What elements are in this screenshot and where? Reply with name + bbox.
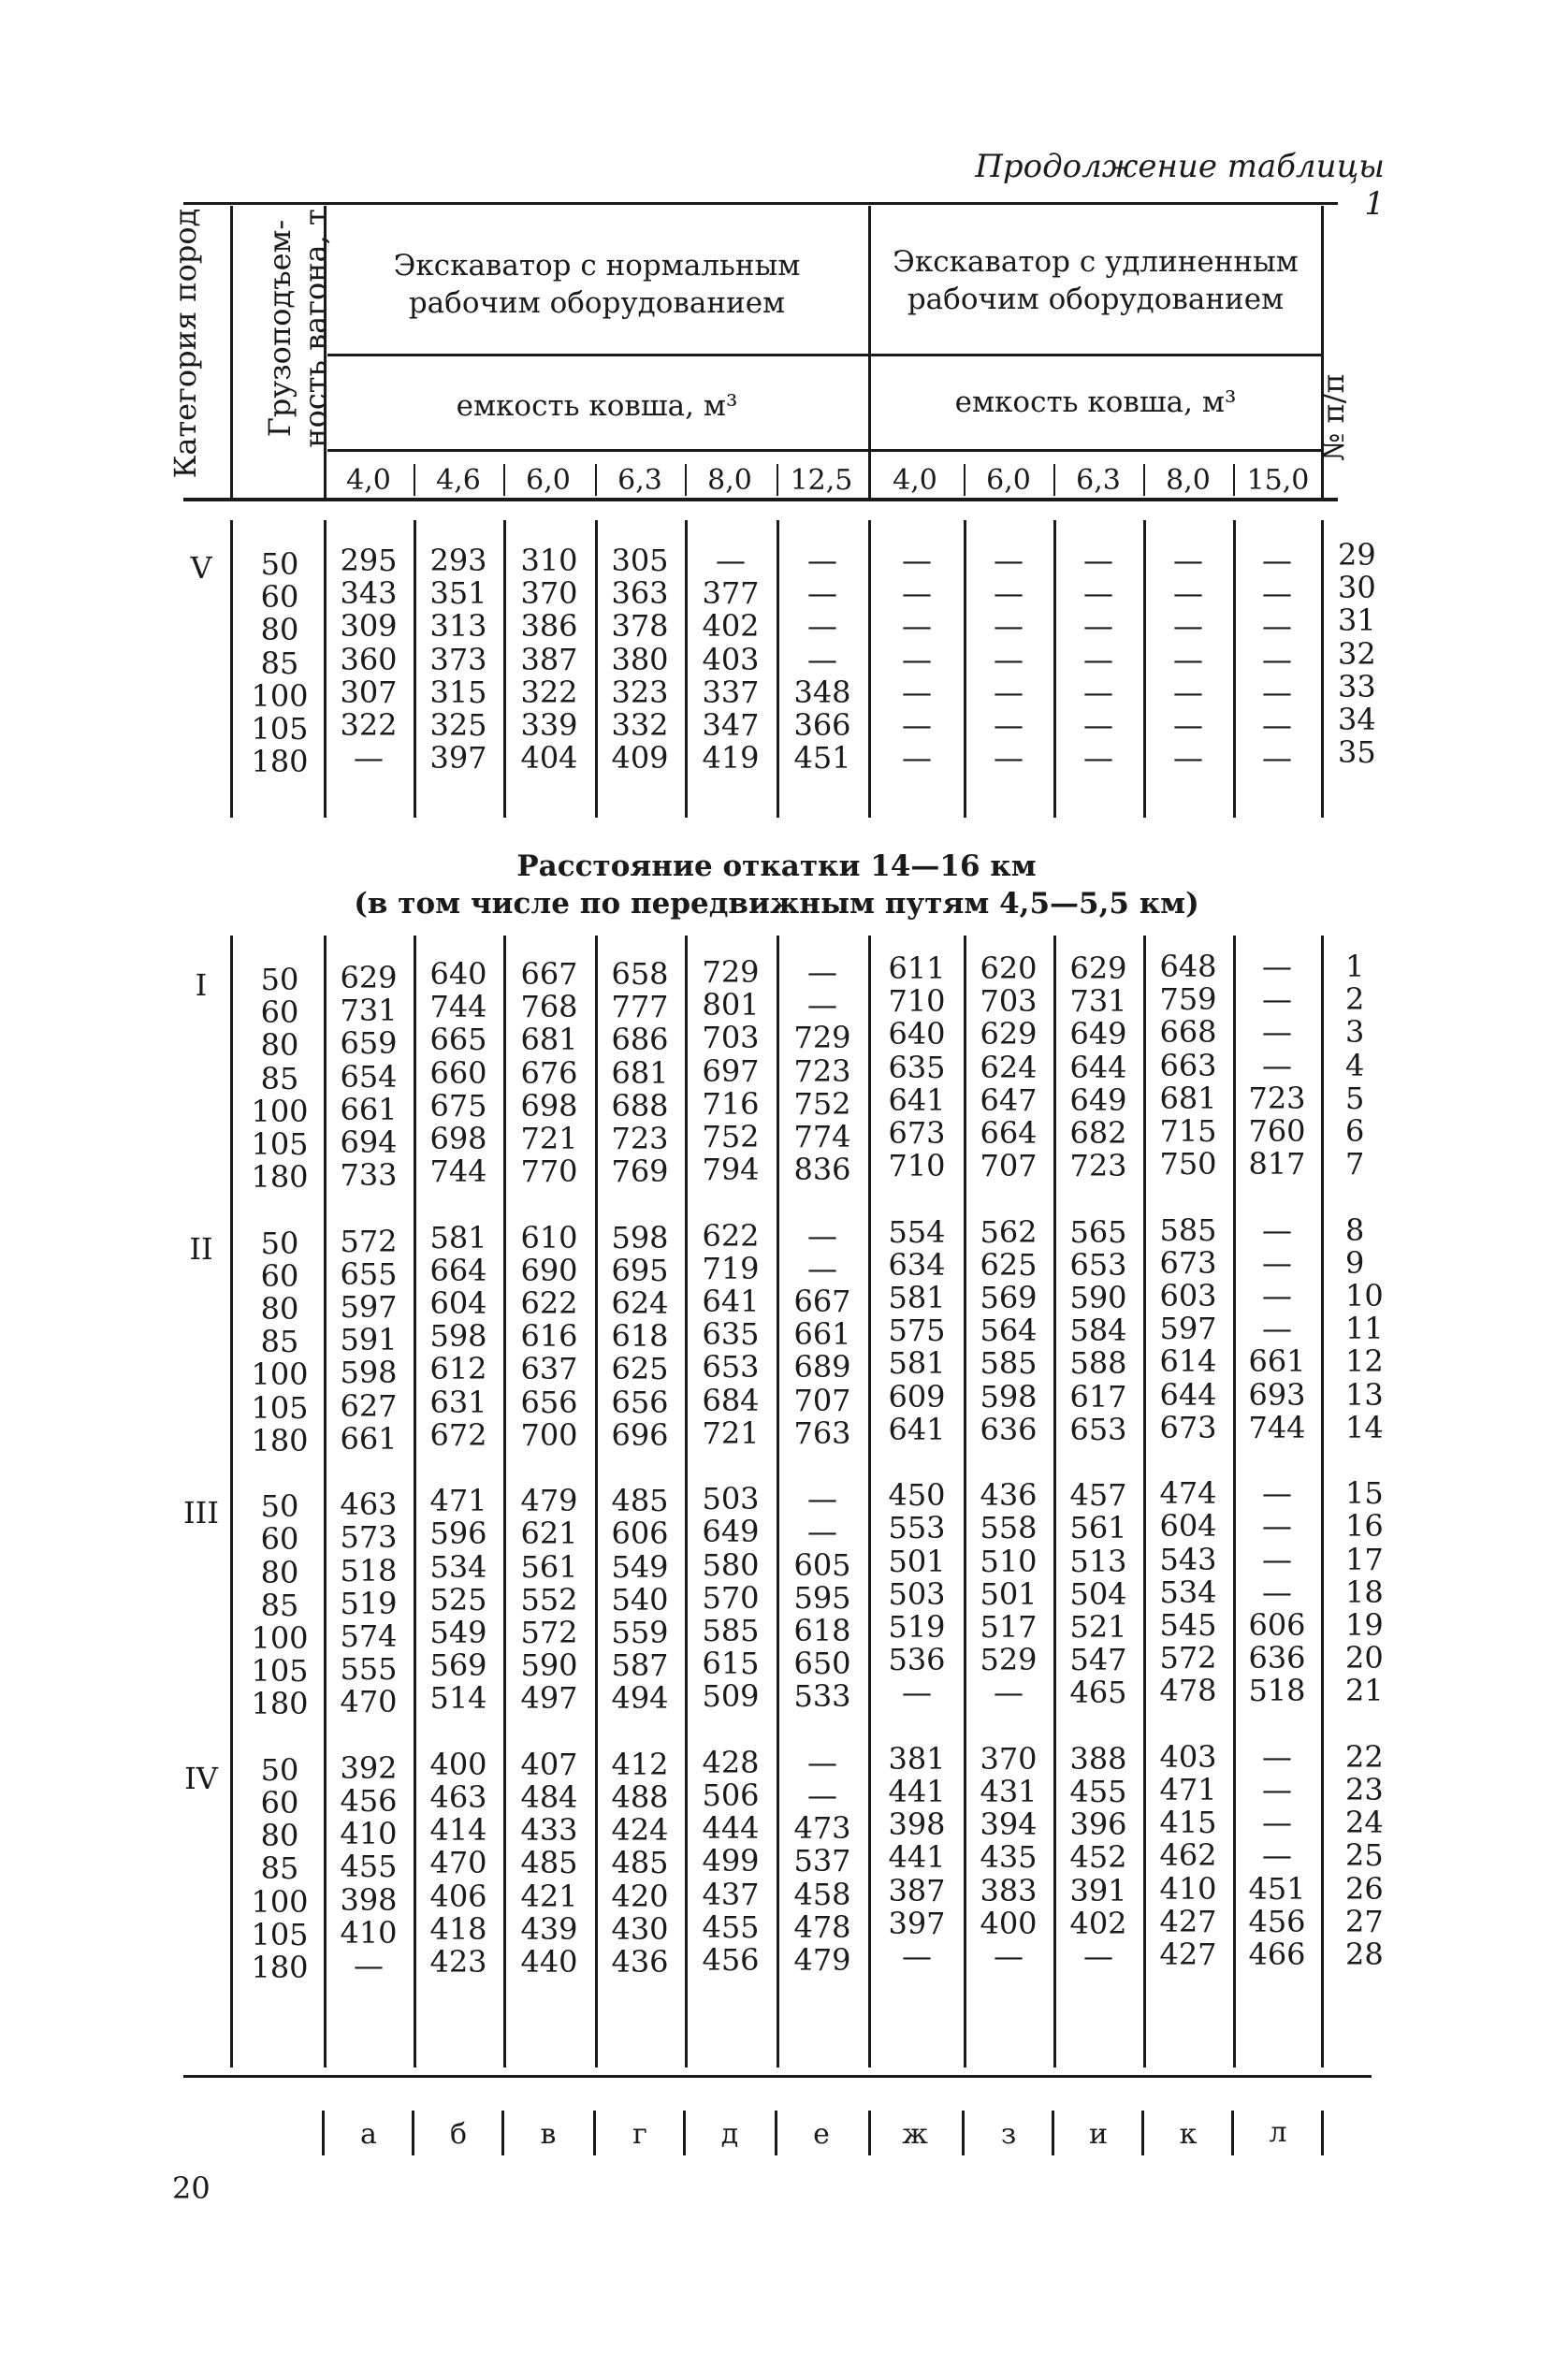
capacity-label-zh: 4,0: [893, 464, 937, 497]
row-number-header: № п/п: [1315, 373, 1351, 461]
footer-letter-zh: ж: [902, 2118, 928, 2151]
section-subtitle: Расстояние откатки 14—16 км (в том числе по передвижным путям 4,5—5,5 км): [354, 849, 1199, 921]
s1-col-a: 295 343 309 360 307 322 —: [340, 543, 398, 776]
footer-tick: [1321, 2111, 1324, 2155]
s2-col-d: 729 801 703 697 716 752 794 622 719 641 635 653 684 721 503 649 580 570 585 615 509 428 506 444 499 437 455 456: [702, 954, 760, 1979]
s1-wagon-capacity-column: 50 60 80 85 100 105 180: [251, 546, 309, 780]
s1-col-d: — 377 402 403 337 347 419: [702, 543, 760, 776]
capacity-label-z: 6,0: [986, 464, 1031, 497]
footer-tick: [1052, 2111, 1054, 2155]
continuation-title: Продолжение таблицы 1: [975, 148, 1385, 223]
category-label-iii: III: [183, 1495, 219, 1531]
s1-col-z: — — — — — — —: [994, 543, 1024, 776]
capacity-label-l: 15,0: [1246, 464, 1310, 497]
s2-wagon-capacity-column: 50 60 80 85 100 105 180 50 60 80 85 100 105 180 50 60 80 85 100 105 180 50 60 80 85 100 105 180: [251, 962, 309, 1986]
cap-divider: [777, 464, 778, 496]
category-label-i: I: [195, 967, 208, 1003]
footer-tick: [322, 2111, 325, 2155]
header-divider-groups: [868, 206, 871, 501]
s2-divider: [1321, 936, 1324, 2068]
bucket-capacity-extended-header: емкость ковша, м³: [954, 385, 1237, 419]
header-group-rule: [327, 354, 1324, 356]
s2-col-v: 667 768 681 676 698 721 770 610 690 622 616 637 656 700 479 621 561 552 572 590 497 407 484 433 485 421 439 440: [520, 956, 578, 1981]
cap-divider: [595, 464, 597, 496]
s2-col-g: 658 777 686 681 688 723 769 598 695 624 618 625 656 696 485 606 549 540 559 587 494 412 488 424 485 420 430 436: [611, 956, 669, 1981]
capacity-label-k: 8,0: [1166, 464, 1211, 497]
s1-col-g: 305 363 378 380 323 332 409: [611, 543, 669, 776]
footer-tick: [775, 2111, 777, 2155]
s1-col-i: — — — — — — —: [1083, 543, 1113, 776]
wagon-capacity-header-line2: ность вагона, т: [298, 209, 333, 448]
header-bucket-rule: [327, 449, 1324, 452]
cap-divider: [414, 464, 415, 496]
footer-rule: [183, 2075, 1372, 2078]
s1-divider: [230, 520, 233, 818]
footer-letter-b: б: [449, 2118, 468, 2151]
capacity-label-b: 4,6: [436, 464, 481, 497]
footer-letter-v: в: [540, 2118, 557, 2151]
footer-tick: [868, 2111, 871, 2155]
s1-col-k: — — — — — — —: [1173, 543, 1203, 776]
s1-row-numbers: 29 30 31 32 33 34 35: [1338, 537, 1376, 771]
s2-col-zh: 611 710 640 635 641 673 710 554 634 581 575 581 609 641 450 553 501 503 519 536 — 381 441 398 441 387 397 —: [888, 950, 946, 1975]
capacity-label-i: 6,3: [1076, 464, 1121, 497]
s2-col-b: 640 744 665 660 675 698 744 581 664 604 598 612 631 672 471 596 534 525 549 569 514 400 463 414 470 406 418 423: [429, 956, 487, 1981]
capacity-label-v: 6,0: [526, 464, 571, 497]
s2-col-l: — — — — 723 760 817 — — — — 661 693 744 — — — — 606 636 518 — — — — 451 456 466: [1248, 949, 1306, 1973]
footer-tick: [501, 2111, 504, 2155]
footer-letter-e: е: [813, 2118, 830, 2151]
capacity-label-d: 8,0: [707, 464, 752, 497]
capacity-label-g: 6,3: [617, 464, 662, 497]
normal-equipment-header: Экскаватор с нормальным рабочим оборудованием: [393, 249, 801, 320]
footer-tick: [1231, 2111, 1234, 2155]
s1-col-e: — — — — 348 366 451: [793, 543, 851, 776]
cap-divider: [964, 464, 965, 496]
header-top-rule: [183, 202, 1338, 205]
cap-divider: [685, 464, 687, 496]
capacity-label-e: 12,5: [790, 464, 853, 497]
s1-divider: [1321, 520, 1324, 818]
footer-tick: [683, 2111, 686, 2155]
s2-col-a: 629 731 659 654 661 694 733 572 655 597 591 598 627 661 463 573 518 519 574 555 470 392 456 410 455 398 410 —: [340, 960, 398, 1984]
footer-letter-z: з: [1000, 2118, 1017, 2151]
footer-tick: [593, 2111, 596, 2155]
footer-letter-g: г: [632, 2118, 647, 2151]
cap-divider: [1143, 464, 1145, 496]
bucket-capacity-normal-header: емкость ковша, м³: [456, 389, 738, 423]
s1-col-zh: — — — — — — —: [902, 543, 932, 776]
category-label-iv: IV: [184, 1761, 218, 1796]
page-number: 20: [172, 2170, 211, 2206]
footer-tick: [412, 2111, 414, 2155]
capacity-label-a: 4,0: [346, 464, 391, 497]
category-label-v: V: [190, 550, 212, 586]
s2-row-numbers: 1 2 3 4 5 6 7 8 9 10 11 12 13 14 15 16 17 18 19 20 21 22 23 24 25 26 27 28: [1345, 949, 1384, 1973]
header-divider-cat: [230, 206, 233, 501]
s2-col-k: 648 759 668 663 681 715 750 585 673 603 597 614 644 673 474 604 543 534 545 572 478 403 471 415 462 410 427 427: [1159, 949, 1217, 1973]
footer-letter-i: и: [1089, 2118, 1108, 2151]
s2-col-i: 629 731 649 644 649 682 723 565 653 590 584 588 617 653 457 561 513 504 521 547 465 388 455 396 452 391 402 —: [1069, 950, 1127, 1975]
footer-letter-l: л: [1269, 2116, 1287, 2149]
category-label-ii: II: [189, 1231, 213, 1267]
s1-col-l: — — — — — — —: [1262, 543, 1292, 776]
s2-divider: [230, 936, 233, 2068]
cap-divider: [1053, 464, 1055, 496]
footer-letter-k: к: [1179, 2118, 1198, 2151]
rock-category-header: Категория пород: [167, 208, 203, 479]
cap-divider: [503, 464, 505, 496]
s1-col-v: 310 370 386 387 322 339 404: [520, 543, 578, 776]
s2-col-e: — — 729 723 752 774 836 — — 667 661 689 707 763 — — 605 595 618 650 533 — — 473 537 458 478 479: [793, 954, 851, 1979]
cap-divider: [1233, 464, 1235, 496]
wagon-capacity-header-line1: Грузоподъем-: [262, 219, 298, 438]
footer-letter-d: д: [720, 2118, 739, 2151]
footer-tick: [962, 2111, 965, 2155]
footer-letter-a: а: [360, 2118, 377, 2151]
s2-col-z: 620 703 629 624 647 664 707 562 625 569 564 585 598 636 436 558 510 501 517 529 — 370 431 394 435 383 400 —: [980, 950, 1038, 1975]
extended-equipment-header: Экскаватор с удлиненным рабочим оборудованием: [893, 245, 1299, 316]
footer-tick: [1141, 2111, 1144, 2155]
s1-col-b: 293 351 313 373 315 325 397: [429, 543, 487, 776]
